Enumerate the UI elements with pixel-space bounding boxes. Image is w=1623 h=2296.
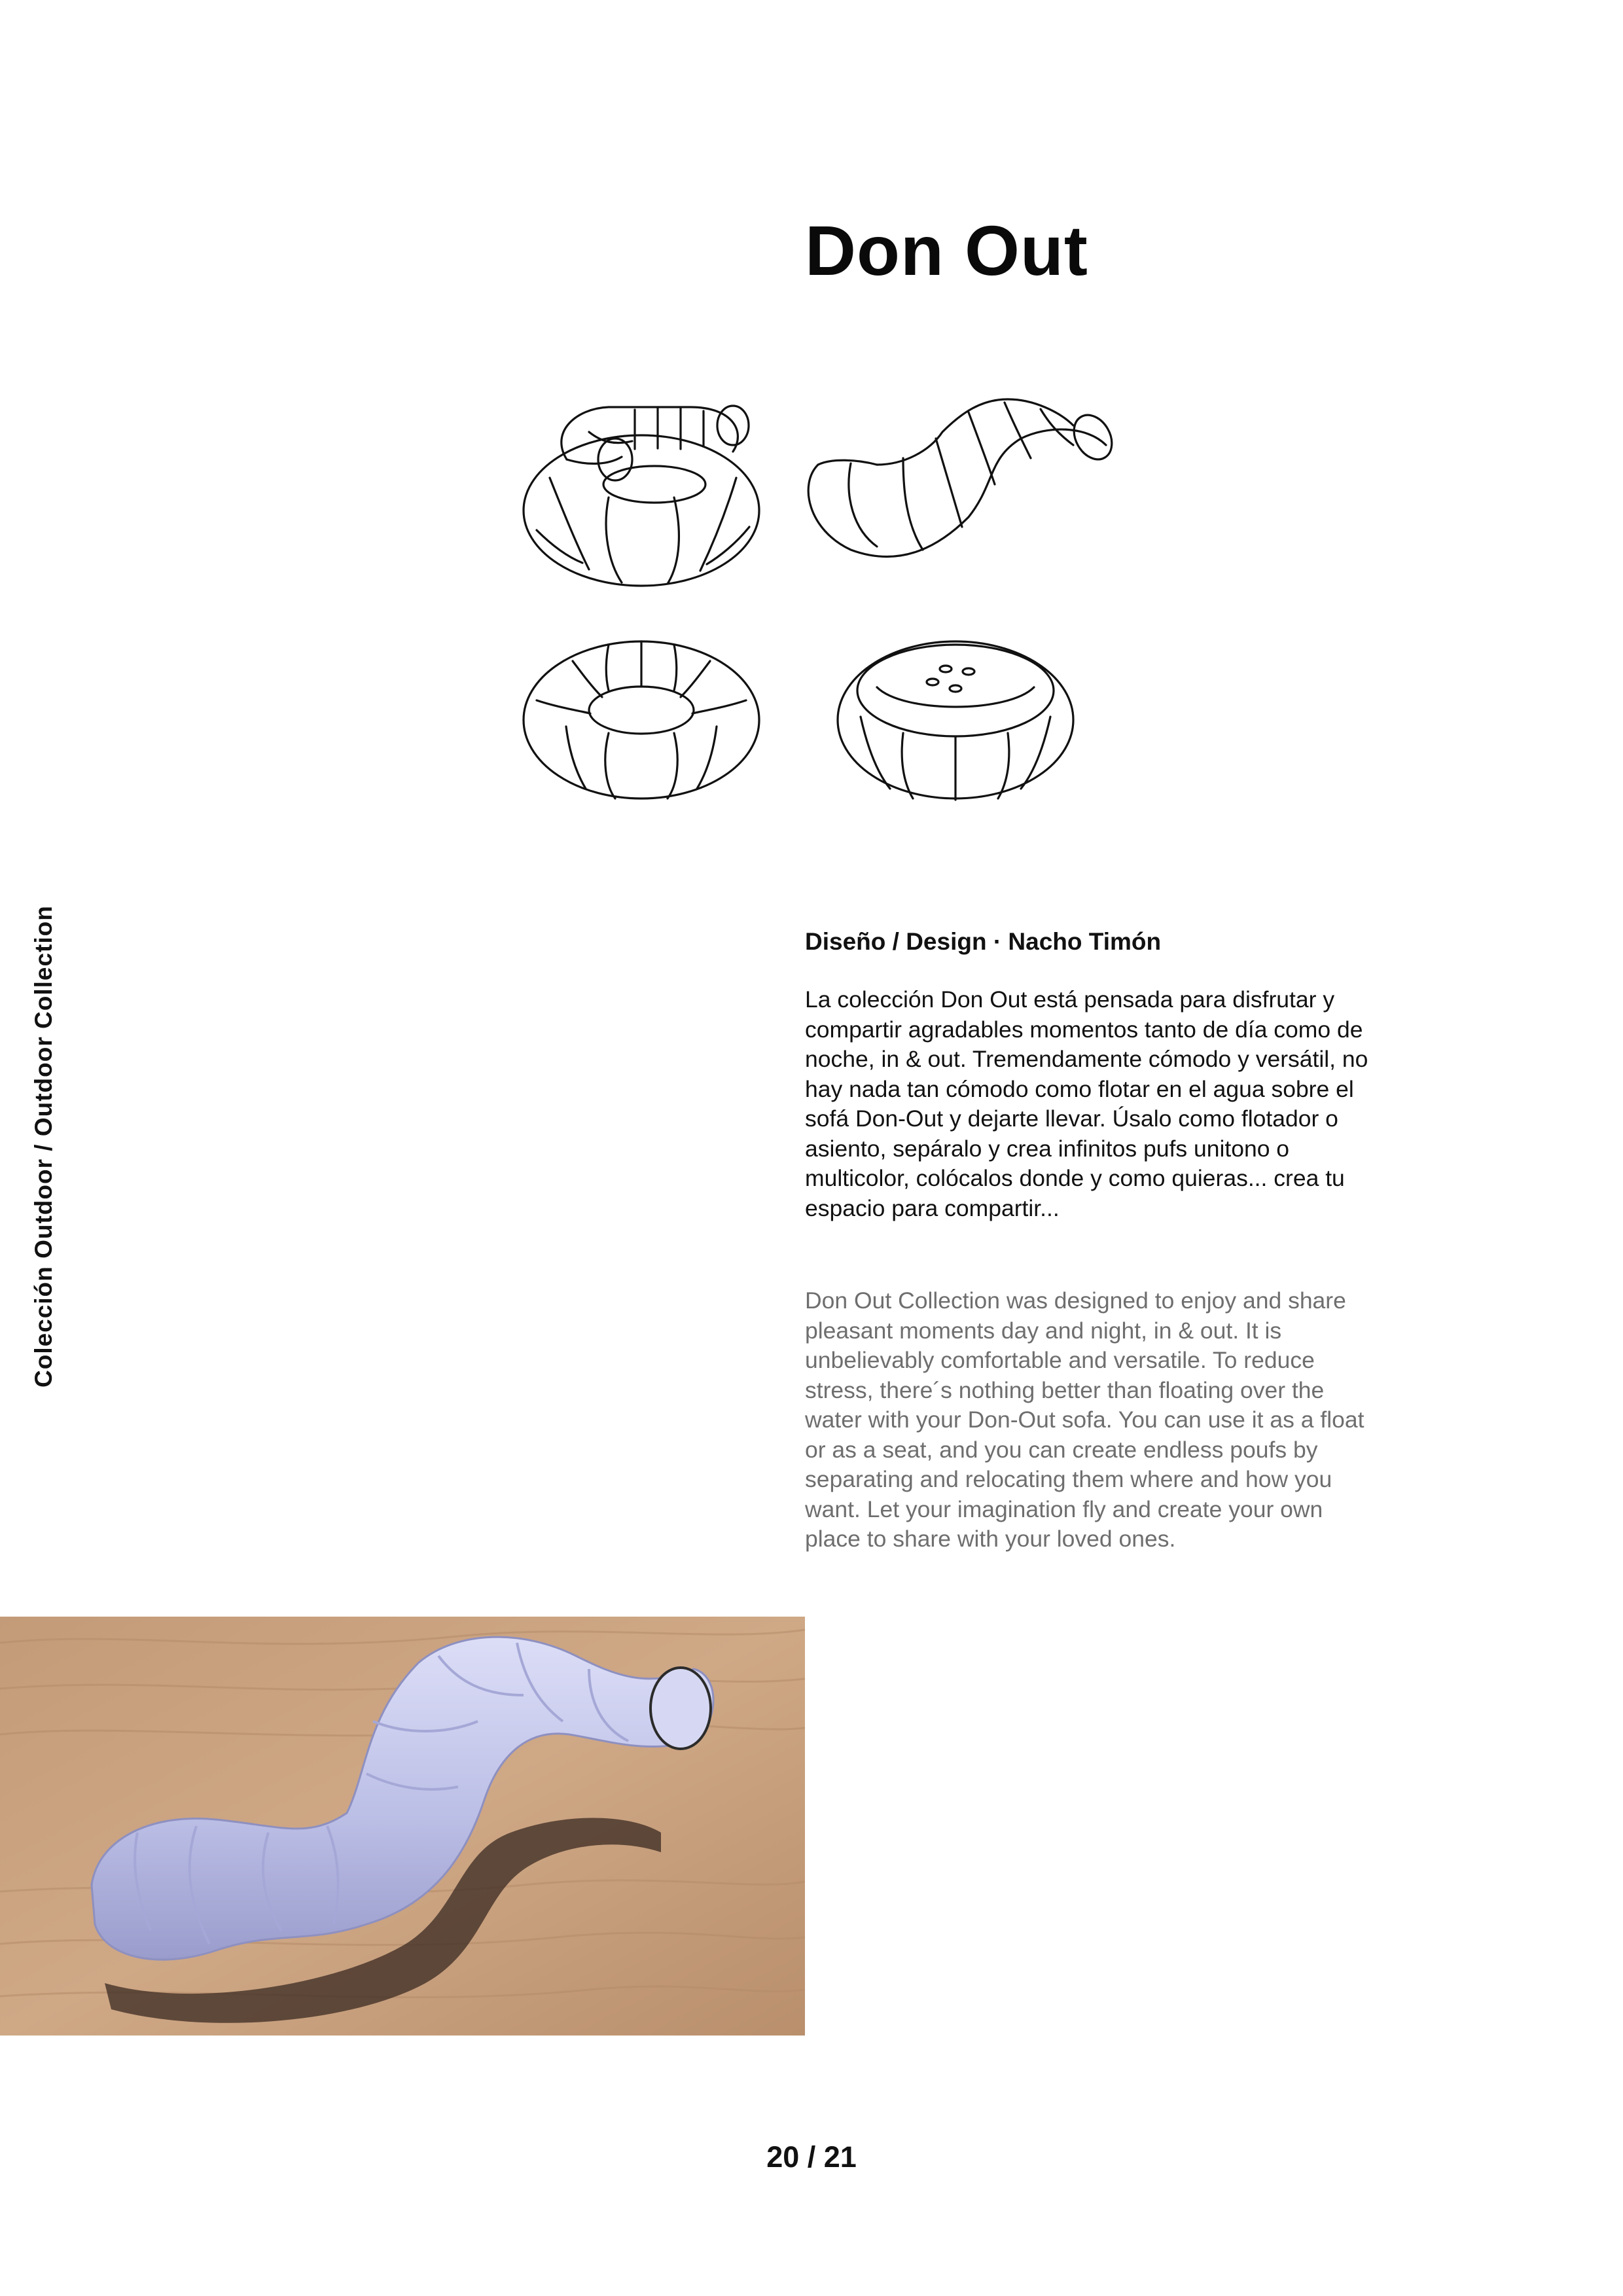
design-credits: Diseño / Design · Nacho Timón [805,928,1162,955]
pouf-drawing [838,641,1073,800]
description-spanish: La colección Don Out está pensada para disfrutar y compartir agradables momentos tanto de día como de noche, in & out. Tremendamente cómodo y versátil, no hay nada tan cómodo como flotar en el agua sobre el sofá Don-Out y dejarte llevar. Úsalo como flotador o asiento, sepáralo y crea infinitos pufs unitono o multicolor, colócalos donde y como quieras... crea tu espacio para compartir... [805,986,1368,1221]
product-line-drawings [510,386,1139,818]
s-shape-drawing [808,399,1119,556]
page-title: Don Out [805,211,1088,290]
page-number: 20 / 21 [766,2140,857,2174]
description-english: Don Out Collection was designed to enjoy and share pleasant moments day and night, in & out. It is unbelievably comfortable and versatile. To reduce stress, there´s nothing better than floating over the water with your Don-Out sofa. You can use it as a float or as a seat, and you can create endless poufs by separating and relocating them where and how you want. Let your imagination fly and create your own place to share with your loved ones. [805,1287,1364,1552]
ring-drawing [524,641,759,798]
product-photo-on-sand [0,1617,805,2036]
collection-side-label: Colección Outdoor / Outdoor Collection [30,905,57,1388]
sofa-configuration-drawing [524,406,759,586]
